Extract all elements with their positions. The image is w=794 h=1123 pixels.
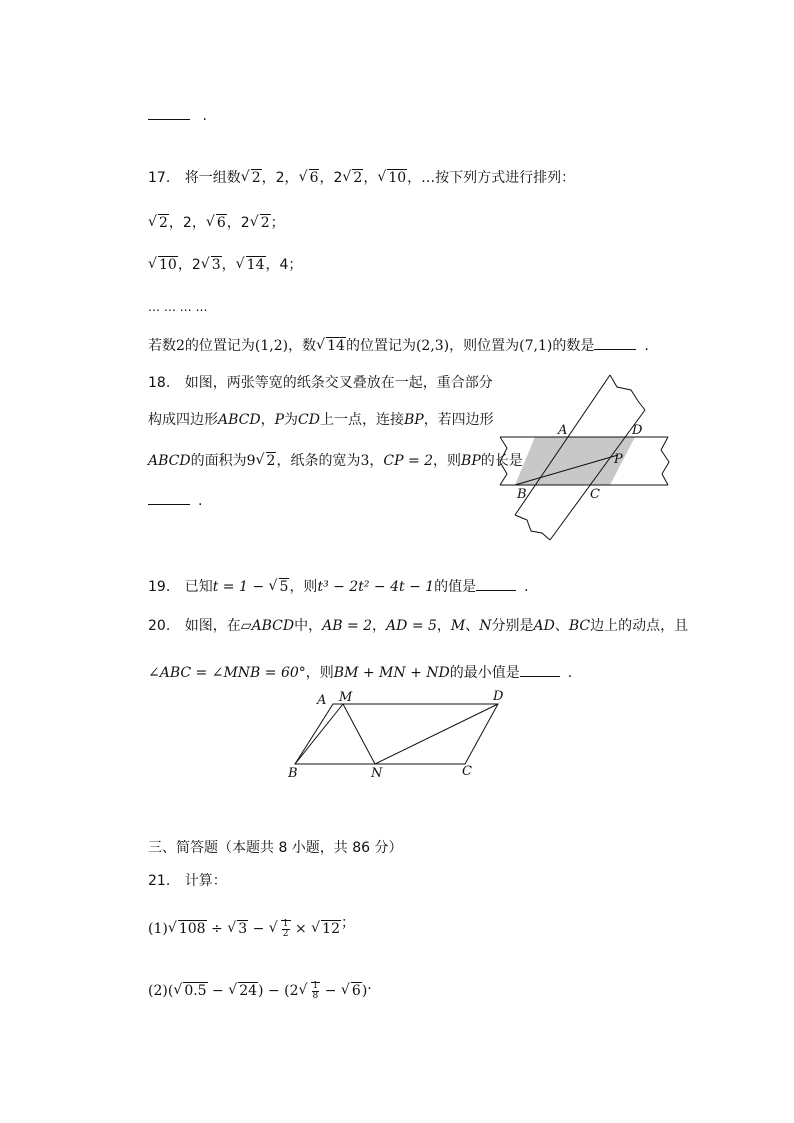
q18-line-3	[148, 452, 523, 470]
operator: ×	[290, 921, 312, 937]
sqrt-12: √ 12	[311, 918, 341, 940]
math: ▱ABCD	[240, 618, 295, 634]
semicolon: ；	[340, 915, 355, 931]
math: BC	[568, 618, 591, 634]
sqrt-2: √ 2	[241, 169, 262, 187]
label-a: A	[558, 423, 568, 438]
text: 的位置记为	[345, 338, 416, 354]
label-m: M	[339, 690, 353, 705]
operator: −	[207, 983, 229, 999]
torn-edge	[610, 375, 645, 410]
text: ，	[221, 257, 236, 273]
text: ，2，	[261, 170, 299, 186]
q21-heading	[148, 872, 227, 890]
text: ，2，	[168, 215, 206, 231]
math: t = 1 −	[212, 579, 269, 595]
label-b: B	[288, 766, 298, 781]
q20-line-2	[148, 662, 572, 682]
text: 如图，在	[184, 618, 241, 634]
text: ，2	[319, 170, 343, 186]
sqrt-3: √ 3	[201, 256, 222, 274]
position: (7,1)	[519, 338, 553, 354]
sqrt-24: √ 24	[228, 980, 258, 1002]
part-label: (2)	[148, 983, 168, 999]
math: ABCD	[148, 453, 191, 469]
sqrt-14: √ 14	[236, 256, 266, 274]
section-3-title: 三、简答题（本题共 8 小题，共 86 分）	[148, 840, 403, 856]
sqrt-eighth	[299, 980, 321, 1002]
label-c: C	[462, 764, 472, 779]
question-number: 21.	[148, 873, 171, 889]
q21-part-1	[148, 915, 355, 940]
text: 的值是	[434, 579, 477, 595]
sqrt-6: √ 6	[299, 169, 320, 187]
text: ，则位置为	[449, 338, 520, 354]
label-a: A	[317, 693, 327, 708]
answer-blank	[148, 105, 190, 120]
period: .	[198, 493, 203, 509]
sqrt-10: √ 10	[148, 256, 178, 274]
label-p: P	[614, 452, 623, 467]
q18-figure-paper-strips	[495, 370, 675, 545]
q18-answer	[148, 490, 202, 510]
text: ，	[372, 618, 387, 634]
period: .	[567, 665, 573, 681]
previous-answer-blank-line	[148, 105, 207, 125]
q17-condition	[148, 335, 649, 355]
question-number: 18.	[148, 375, 171, 391]
math: AD	[533, 618, 555, 634]
text: ，则	[289, 579, 318, 595]
sqrt-5: √ 5	[269, 578, 290, 596]
q17-intro	[148, 169, 575, 187]
period: .	[202, 108, 207, 124]
text: 、	[465, 618, 480, 634]
q19	[148, 576, 529, 596]
period: .	[524, 579, 529, 595]
sqrt-2: √ 2	[256, 452, 277, 470]
sqrt-108: √ 108	[168, 918, 207, 940]
text: 已知	[184, 579, 213, 595]
text: 将一组数	[184, 170, 241, 186]
text: 边上的动点，且	[590, 618, 689, 634]
position: (1,2)	[254, 338, 289, 354]
text: ，	[260, 412, 275, 428]
text: ，	[363, 170, 378, 186]
number: 3	[360, 453, 370, 469]
sqrt-0-5: √ 0.5	[173, 980, 207, 1002]
text: ，	[369, 453, 384, 469]
text: 的位置记为	[184, 338, 255, 354]
sqrt-2: √ 2	[342, 169, 363, 187]
text: ，4；	[265, 257, 303, 273]
math: CP = 2	[383, 453, 434, 469]
parallelogram-abcd	[295, 704, 498, 764]
period: .	[367, 977, 372, 993]
number: 9	[246, 453, 256, 469]
text: 的面积为	[190, 453, 247, 469]
text: 上一点，连接	[319, 412, 404, 428]
sqrt-half	[269, 918, 291, 940]
math: M	[450, 618, 466, 634]
math: P	[274, 412, 285, 428]
question-number: 17.	[148, 170, 171, 186]
text: ，…按下列方式进行排列：	[407, 170, 576, 186]
number: 2	[176, 338, 185, 354]
q18-line-2	[148, 411, 494, 429]
q21-part-2	[148, 977, 372, 1002]
operator: ÷	[206, 921, 228, 937]
sqrt-6: √ 6	[206, 214, 227, 232]
text: 构成四边形	[148, 412, 218, 428]
text: ；	[270, 215, 285, 231]
sqrt-6: √ 6	[341, 980, 362, 1002]
operator: −	[320, 983, 341, 999]
sqrt-3: √ 3	[227, 918, 248, 940]
text: 中，	[294, 618, 323, 634]
q17-row-1	[148, 214, 285, 232]
text: 若数	[148, 338, 176, 354]
operator: ) − (2	[258, 983, 299, 999]
text: 如图，两张等宽的纸条交叉叠放在一起，重合部分	[184, 375, 493, 391]
torn-edge	[661, 437, 669, 485]
fraction-one-half: √ $\frac{1}{2}$	[282, 918, 289, 939]
math: CD	[298, 412, 320, 428]
operator: −	[248, 921, 269, 937]
sqrt-10: √ 10	[377, 169, 407, 187]
q20-line-1	[148, 617, 688, 635]
math: ∠ABC = ∠MNB = 60°	[148, 665, 306, 681]
segment-mn	[343, 704, 375, 764]
question-number: 19.	[148, 579, 171, 595]
math: BP	[403, 412, 424, 428]
label-n: N	[371, 766, 383, 781]
label-c: C	[590, 487, 600, 502]
q17-ellipsis: … … … …	[148, 300, 208, 314]
text: 计算：	[184, 873, 227, 889]
paren: )	[361, 983, 368, 999]
text: 分别是	[491, 618, 534, 634]
text: ，	[436, 618, 451, 634]
sqrt-2: √ 2	[148, 214, 169, 232]
math: N	[479, 618, 492, 634]
label-d: D	[493, 689, 504, 704]
text: ，2	[226, 215, 250, 231]
answer-blank	[476, 576, 516, 591]
text: ，则	[433, 453, 462, 469]
sqrt-2: √ 2	[250, 214, 271, 232]
part-label: (1)	[148, 921, 168, 937]
period: .	[644, 338, 649, 354]
torn-edge	[500, 437, 507, 485]
text: ，纸条的宽为	[276, 453, 361, 469]
text: 的长是	[480, 453, 523, 469]
question-number: 20.	[148, 618, 171, 634]
math: AD = 5	[386, 618, 437, 634]
fraction-one-eighth: √ $\frac{1}{8}$	[312, 980, 319, 1001]
text: 为	[284, 412, 299, 428]
position: (2,3)	[415, 338, 450, 354]
q17-row-2	[148, 256, 302, 274]
math: ABCD	[218, 412, 261, 428]
math: BP	[461, 453, 481, 469]
q18-line-1	[148, 374, 493, 392]
math: BM + MN + ND	[333, 665, 450, 681]
text: ，2	[177, 257, 201, 273]
text: 的最小值是	[449, 665, 520, 681]
segment-nd	[375, 704, 498, 764]
torn-edge	[515, 515, 550, 540]
q20-figure-parallelogram	[285, 688, 510, 783]
label-b: B	[517, 487, 527, 502]
answer-blank	[148, 490, 190, 505]
text: ，则	[305, 665, 334, 681]
text: 、	[554, 618, 569, 634]
label-d: D	[632, 423, 643, 438]
math: t³ − 2t² − 4t − 1	[317, 579, 435, 595]
answer-blank	[520, 662, 560, 677]
text: 的数是	[552, 338, 595, 354]
sqrt-14: √ 14	[316, 337, 346, 355]
text: ，数	[288, 338, 317, 354]
segment-bm	[295, 704, 343, 764]
math: AB = 2	[322, 618, 373, 634]
paren: (	[167, 983, 174, 999]
answer-blank	[594, 335, 636, 350]
text: ，若四边形	[423, 412, 494, 428]
